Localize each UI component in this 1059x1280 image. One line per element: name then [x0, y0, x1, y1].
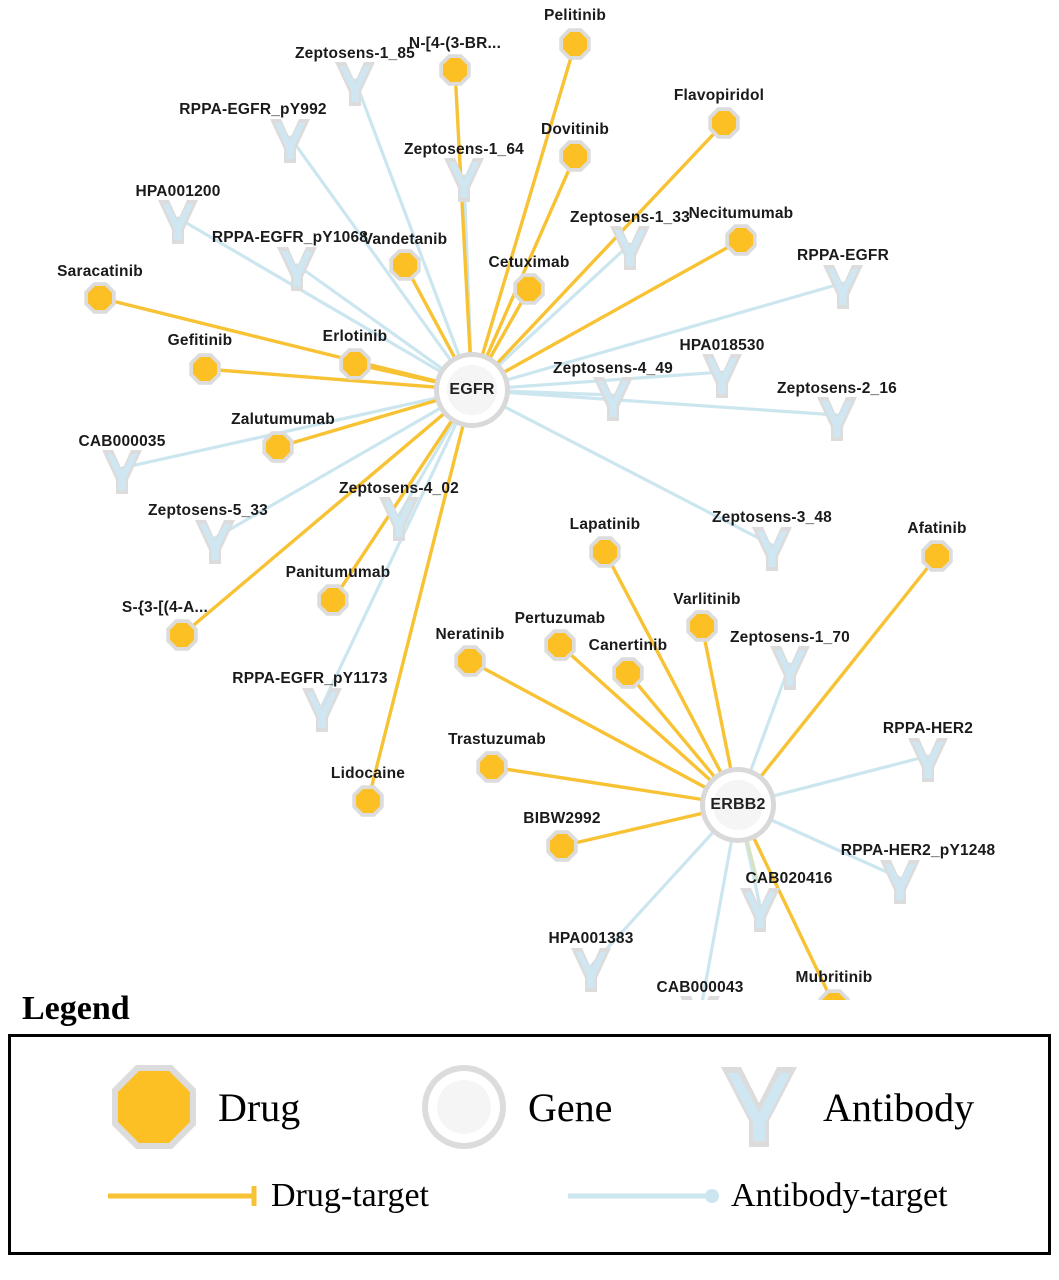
edge-antibody-target [322, 390, 472, 706]
antibody-label: RPPA-EGFR [797, 247, 889, 264]
antibody-label: Zeptosens-1_33 [570, 209, 690, 226]
legend-label-gene: Gene [528, 1084, 613, 1130]
drug-node[interactable] [352, 785, 383, 816]
antibody-node[interactable] [277, 247, 317, 291]
antibody-label: Zeptosens-2_16 [777, 380, 897, 397]
edge-drug-target [472, 44, 575, 390]
drug-node[interactable] [262, 431, 293, 462]
drug-label: Pertuzumab [514, 610, 606, 627]
edge-drug-target [738, 556, 937, 805]
gene-label: ERBB2 [710, 796, 766, 813]
drug-label: Neratinib [435, 626, 505, 643]
antibody-node[interactable] [740, 888, 780, 932]
drug-node[interactable] [921, 540, 952, 571]
drug-node[interactable] [559, 140, 590, 171]
drug-label: Afatinib [907, 520, 967, 537]
antibody-node[interactable] [102, 450, 142, 494]
antibody-label: Zeptosens-1_70 [730, 629, 850, 646]
drug-label: Canertinib [588, 637, 668, 654]
drug-label: Erlotinib [322, 328, 388, 345]
drug-node[interactable] [559, 28, 590, 59]
drug-node[interactable] [589, 536, 620, 567]
drug-label: Mubritinib [795, 969, 873, 986]
antibody-node[interactable] [610, 226, 650, 270]
drug-node[interactable] [166, 619, 197, 650]
drug-node[interactable] [439, 54, 470, 85]
drug-node[interactable] [725, 224, 756, 255]
antibody-label: Zeptosens-4_02 [339, 480, 459, 497]
drug-label: Lapatinib [569, 516, 641, 533]
antibody-target-edge-icon [566, 1181, 721, 1211]
drug-label: Trastuzumab [448, 731, 546, 748]
antibody-icon [711, 1059, 807, 1155]
antibody-node[interactable] [702, 354, 742, 398]
gene-icon [416, 1059, 512, 1155]
legend-label-antibody: Antibody [823, 1084, 975, 1130]
legend-box [8, 1034, 1051, 1255]
legend-label-drug: Drug [218, 1084, 301, 1130]
drug-label: BIBW2992 [523, 810, 601, 827]
antibody-node[interactable] [444, 158, 484, 202]
antibody-label: HPA001200 [135, 183, 221, 200]
drug-node[interactable] [317, 584, 348, 615]
drug-node[interactable] [708, 107, 739, 138]
drug-label: Lidocaine [330, 765, 406, 782]
legend-title: Legend [22, 990, 130, 1027]
drug-target-edge-icon [106, 1181, 261, 1211]
legend-item-gene [416, 1059, 612, 1155]
antibody-label: Zeptosens-3_48 [712, 509, 832, 526]
antibody-label: CAB020416 [745, 870, 833, 887]
drug-label: Necitumumab [688, 205, 794, 222]
legend [8, 990, 1051, 1255]
drug-label: Cetuximab [488, 254, 570, 271]
antibody-node[interactable] [302, 688, 342, 732]
drug-node[interactable] [454, 645, 485, 676]
drug-label: Zalutumumab [231, 411, 335, 428]
drug-label: Dovitinib [540, 121, 610, 138]
antibody-node[interactable] [158, 200, 198, 244]
antibody-label: CAB000043 [656, 979, 744, 996]
drug-node[interactable] [84, 282, 115, 313]
antibody-label: RPPA-EGFR_pY1173 [232, 670, 388, 687]
edge-antibody-target [122, 390, 472, 468]
drug-label: Panitumumab [285, 564, 391, 581]
drug-node[interactable] [389, 249, 420, 280]
antibody-label: Zeptosens-5_33 [148, 502, 268, 519]
antibody-node[interactable] [195, 520, 235, 564]
antibody-label: Zeptosens-1_85 [295, 45, 415, 62]
antibody-label: HPA018530 [679, 337, 765, 354]
antibody-label: RPPA-EGFR_pY992 [179, 101, 327, 118]
drug-icon [106, 1059, 202, 1155]
antibody-label: Zeptosens-1_64 [404, 141, 524, 158]
drug-node[interactable] [476, 751, 507, 782]
antibody-node[interactable] [770, 646, 810, 690]
drug-label: N-[4-(3-BR... [408, 35, 502, 52]
drug-label: Flavopiridol [673, 87, 765, 104]
drug-node[interactable] [686, 610, 717, 641]
drug-label: Saracatinib [57, 263, 143, 280]
drug-node[interactable] [612, 657, 643, 688]
edge-drug-target [455, 70, 472, 390]
antibody-node[interactable] [880, 860, 920, 904]
edge-drug-target [472, 156, 575, 390]
antibody-node[interactable] [817, 397, 857, 441]
antibody-label: CAB000035 [78, 433, 166, 450]
drug-node[interactable] [546, 830, 577, 861]
antibody-label: RPPA-HER2_pY1248 [840, 842, 996, 859]
legend-item-antibody [711, 1059, 974, 1155]
legend-item-drug [106, 1059, 300, 1155]
antibody-label: Zeptosens-4_49 [553, 360, 673, 377]
legend-label-drug-target: Drug-target [271, 1177, 429, 1214]
drug-label: Gefitinib [167, 332, 233, 349]
antibody-node[interactable] [335, 62, 375, 106]
drug-node[interactable] [513, 273, 544, 304]
antibody-label: HPA001383 [548, 930, 634, 947]
antibody-label: RPPA-HER2 [882, 720, 974, 737]
legend-item-drug-target [106, 1177, 429, 1215]
legend-item-antibody-target [566, 1177, 948, 1215]
gene-label: EGFR [449, 381, 495, 398]
drug-label: S-{3-[(4-A... [121, 599, 209, 616]
drug-label: Vandetanib [362, 231, 448, 248]
antibody-node[interactable] [752, 527, 792, 571]
antibody-node[interactable] [571, 948, 611, 992]
drug-node[interactable] [189, 353, 220, 384]
antibody-label: RPPA-EGFR_pY1068 [211, 229, 369, 246]
drug-label: Pelitinib [543, 7, 607, 24]
drug-node[interactable] [544, 629, 575, 660]
drug-node[interactable] [339, 348, 370, 379]
legend-label-antibody-target: Antibody-target [731, 1177, 948, 1214]
drug-label: Varlitinib [673, 591, 741, 608]
